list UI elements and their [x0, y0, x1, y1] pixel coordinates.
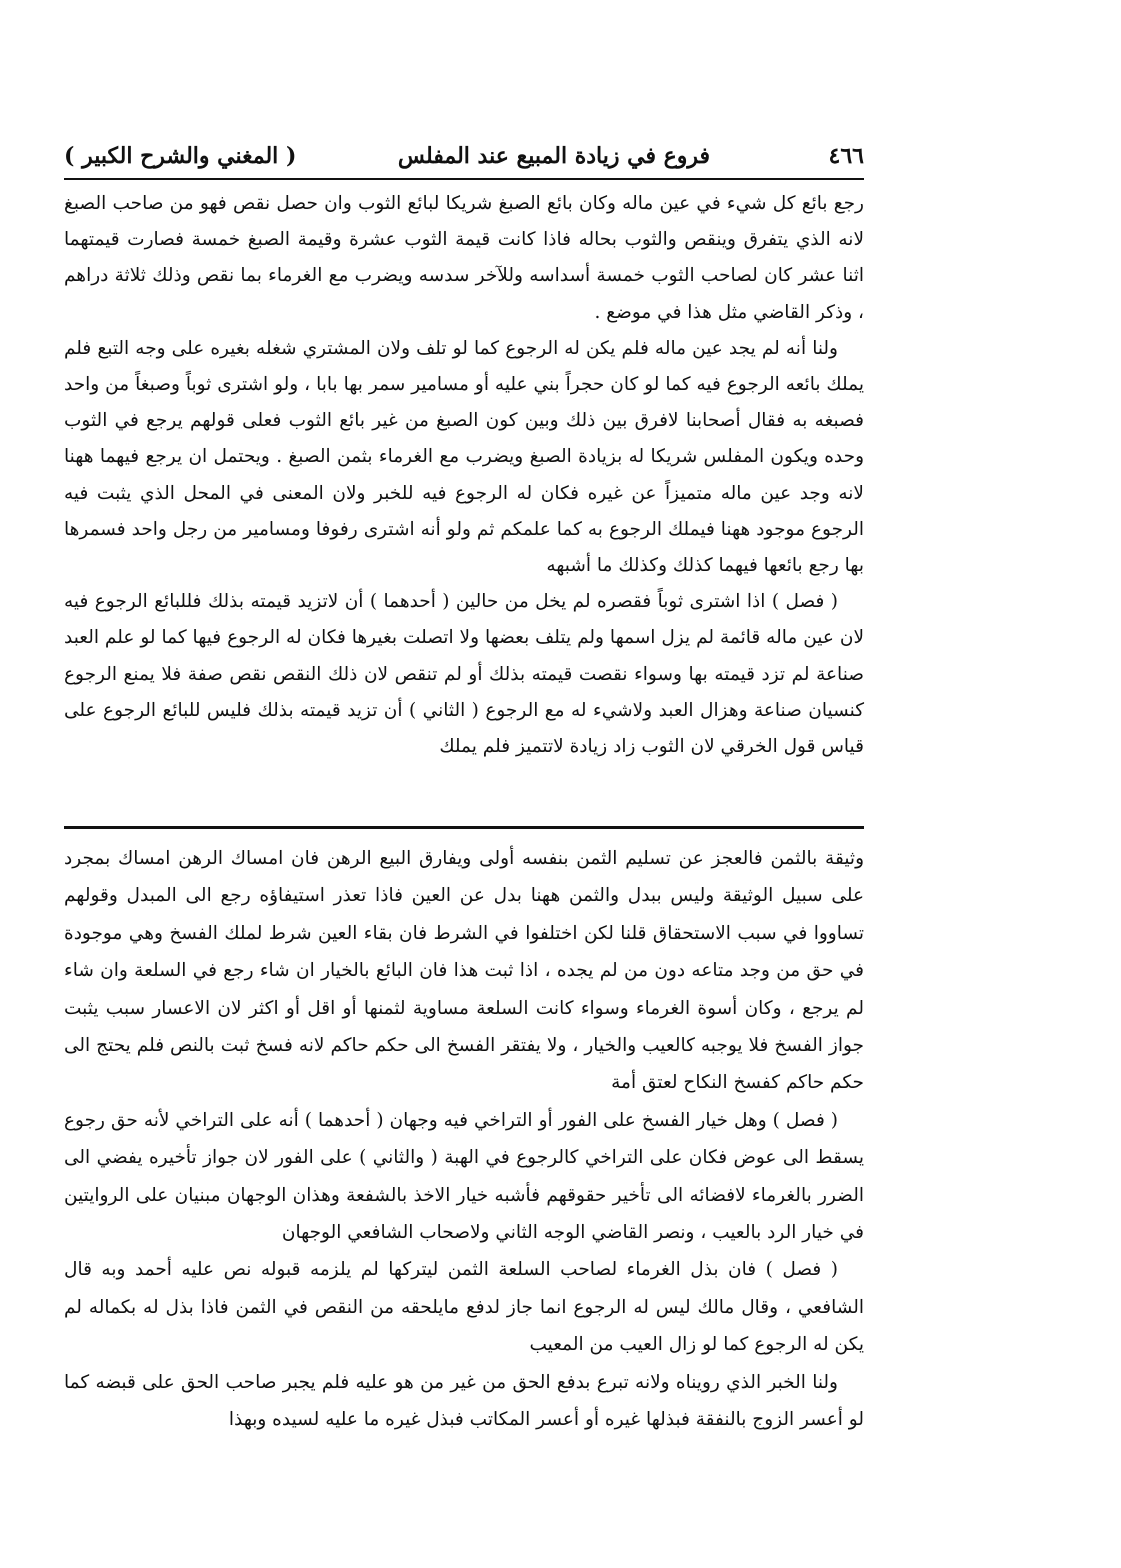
page-number: ٤٦٦	[828, 143, 864, 169]
upper-text-block	[64, 186, 864, 765]
header-rule	[64, 178, 864, 180]
section-divider-rule	[64, 826, 864, 829]
paragraph: رجع بائع كل شيء في عين ماله وكان بائع الصبغ شريكا لبائع الثوب وان حصل نقص فهو من صاحب الصبغ لانه الذي يتفرق وينقص والثوب بحاله فاذا كانت قيمة الثوب عشرة وقيمة الصبغ خمسة فصارت قيمتهما اثنا عشر كان لصاحب الثوب خمسة أسداسه وللآخر سدسه ويضرب مع الغرماء بما نقص وذلك ثلاثة دراهم ، وذكر القاضي مثل هذا في موضع .	[64, 193, 864, 323]
lower-text-block	[64, 840, 864, 1439]
paragraph: ( فصل ) اذا اشترى ثوباً فقصره لم يخل من حالين ( أحدهما ) أن لاتزيد قيمته بذلك فللبائع الرجوع فيه لان عين ماله قائمة لم يزل اسمها ولم يتلف بعضها ولا اتصلت بغيرها فكان له الرجوع فيها كما لو علم العبد صناعة لم تزد قيمته بها وسواء نقصت قيمته بذلك أو لم تنقص لان ذلك النقص نقص صفة فلا يمنع الرجوع كنسيان صناعة وهزال العبد ولاشيء له مع الرجوع ( الثاني ) أن تزيد قيمته بذلك فليس للبائع الرجوع على قياس قول الخرقي لان الثوب زاد زيادة لاتتميز فلم يملك	[64, 591, 864, 758]
page-header	[64, 136, 864, 176]
book-title: ( المغني والشرح الكبير )	[64, 143, 297, 169]
paragraph: ( فصل ) وهل خيار الفسخ على الفور أو التراخي فيه وجهان ( أحدهما ) أنه على التراخي لأنه حق رجوع يسقط الى عوض فكان على التراخي كالرجوع في الهبة ( والثاني ) على الفور لان جواز تأخيره يفضي الى الضرر بالغرماء لافضائه الى تأخير حقوقهم فأشبه خيار الاخذ بالشفعة وهذان الوجهان مبنيان على الروايتين في خيار الرد بالعيب ، ونصر القاضي الوجه الثاني ولاصحاب الشافعي الوجهان	[64, 1109, 864, 1244]
paragraph: ولنا أنه لم يجد عين ماله فلم يكن له الرجوع كما لو تلف ولان المشتري شغله بغيره على وجه التبع فلم يملك بائعه الرجوع فيه كما لو كان حجراً بني عليه أو مسامير سمر بها بابا ، ولو اشترى ثوباً وصبغاً من واحد فصبغه به فقال أصحابنا لافرق بين ذلك وبين كون الصبغ من غير بائع الثوب فعلى قولهم يرجع في الثوب وحده ويكون المفلس شريكا له بزيادة الصبغ ويضرب مع الغرماء بثمن الصبغ . ويحتمل ان يرجع فيهما ههنا لانه وجد عين ماله متميزاً عن غيره فكان له الرجوع فيه للخبر ولان المعنى في المحل الذي يثبت فيه الرجوع موجود ههنا فيملك الرجوع به كما علمكم ثم ولو أنه اشترى رفوفا ومسامير من رجل واحد فسمرها بها رجع بائعها فيهما كذلك وكذلك ما أشبهه	[64, 337, 864, 577]
section-title: فروع في زيادة المبيع عند المفلس	[397, 143, 711, 169]
paragraph: ( فصل ) فان بذل الغرماء لصاحب السلعة الثمن ليتركها لم يلزمه قبوله نص عليه أحمد وبه قال الشافعي ، وقال مالك ليس له الرجوع انما جاز لدفع مايلحقه من النقص في الثمن فاذا بذل له بكماله لم يكن له الرجوع كما لو زال العيب من المعيب	[64, 1259, 864, 1356]
paragraph: ولنا الخبر الذي رويناه ولانه تبرع بدفع الحق من غير من هو عليه فلم يجبر صاحب الحق على قبضه كما لو أعسر الزوج بالنفقة فبذلها غيره أو أعسر المكاتب فبذل غيره ما عليه لسيده وبهذا	[64, 1371, 864, 1431]
paragraph: وثيقة بالثمن فالعجز عن تسليم الثمن بنفسه أولى ويفارق البيع الرهن فان امساك الرهن امساك بمجرد على سبيل الوثيقة وليس ببدل والثمن ههنا بدل عن العين فاذا تعذر استيفاؤه رجع الى المبدل وقولهم تساووا في سبب الاستحقاق قلنا لكن اختلفوا في الشرط فان بقاء العين شرط لملك الفسخ وهي موجودة في حق من وجد متاعه دون من لم يجده ، اذا ثبت هذا فان البائع بالخيار ان شاء رجع في السلعة وان شاء لم يرجع ، وكان أسوة الغرماء وسواء كانت السلعة مساوية لثمنها أو اقل أو اكثر لان الاعسار سبب يثبت جواز الفسخ فلا يوجبه كالعيب والخيار ، ولا يفتقر الفسخ الى حكم حاكم لانه فسخ ثبت بالنص فلم يحتج الى حكم حاكم كفسخ النكاح لعتق أمة	[64, 848, 864, 1094]
